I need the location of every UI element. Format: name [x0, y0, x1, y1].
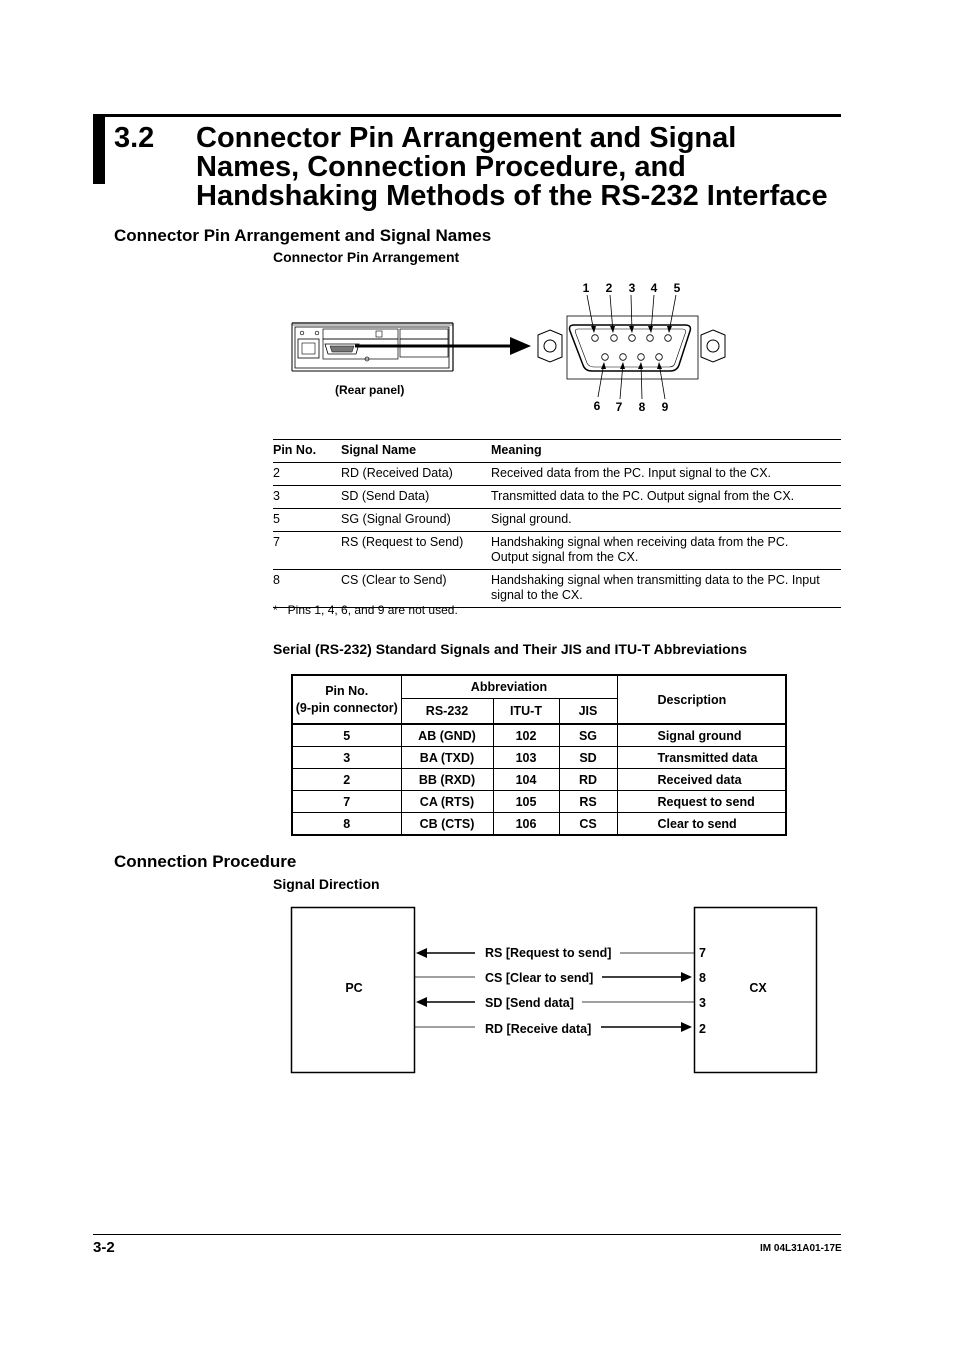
pin-label-5: 5: [673, 281, 681, 295]
signal-rd-pin: 2: [699, 1022, 706, 1036]
table-cell: RS (Request to Send): [341, 532, 491, 570]
table-cell: RS: [559, 791, 617, 813]
header-itut: ITU-T: [493, 699, 559, 725]
table-cell: CA (RTS): [401, 791, 493, 813]
table-cell: Received data from the PC. Input signal to the CX.: [491, 463, 841, 486]
table-cell: Request to send: [617, 791, 786, 813]
table-cell: Handshaking signal when receiving data from the PC. Output signal from the CX.: [491, 532, 841, 570]
table-cell: SG (Signal Ground): [341, 509, 491, 532]
document-id: IM 04L31A01-17E: [760, 1243, 842, 1254]
table-row: [273, 509, 841, 532]
table-cell: BA (TXD): [401, 747, 493, 769]
signal-rs-pin: 7: [699, 946, 706, 960]
table-cell: CB (CTS): [401, 813, 493, 836]
table-cell: 3: [273, 486, 341, 509]
table-row: [292, 791, 786, 813]
table-cell: BB (RXD): [401, 769, 493, 791]
signal-cs-pin: 8: [699, 971, 706, 985]
section-number: 3.2: [114, 122, 155, 154]
dsub-9-connector: [538, 295, 725, 399]
header-pin-no: [292, 675, 401, 724]
table-cell: 7: [273, 532, 341, 570]
header-rs232: RS-232: [401, 699, 493, 725]
abbr-section-title: Serial (RS-232) Standard Signals and Their JIS and ITU-T Abbreviations: [273, 641, 748, 657]
subsection-title-connection: Connection Procedure: [114, 852, 297, 871]
signal-cs-label: CS [Clear to send]: [485, 971, 594, 985]
table-cell: 106: [493, 813, 559, 836]
figure-title-connector: Connector Pin Arrangement: [273, 249, 460, 265]
table-row: [273, 463, 841, 486]
table-cell: 103: [493, 747, 559, 769]
table-cell: Transmitted data: [617, 747, 786, 769]
table-cell: RD (Received Data): [341, 463, 491, 486]
pin-label-8: 8: [638, 400, 646, 414]
signal-sd-pin: 3: [699, 996, 706, 1010]
header-pin-no: Pin No.: [273, 440, 341, 463]
table-row: [292, 813, 786, 836]
signal-sd-label: SD [Send data]: [485, 996, 574, 1010]
table-row: [273, 532, 841, 570]
table-cell: 8: [292, 813, 401, 836]
table-cell: Signal ground.: [491, 509, 841, 532]
header-description: Description: [617, 675, 786, 724]
table-cell: Handshaking signal when transmitting data to the PC. Input signal to the CX.: [491, 570, 841, 608]
table-header-row: [292, 675, 786, 699]
table-cell: RD: [559, 769, 617, 791]
signal-rs-label: RS [Request to send]: [485, 946, 612, 960]
signal-rd-label: RD [Receive data]: [485, 1022, 592, 1036]
pin-table-footnote: * Pins 1, 4, 6, and 9 are not used.: [273, 603, 458, 617]
table-cell: 104: [493, 769, 559, 791]
table-cell: Clear to send: [617, 813, 786, 836]
table-cell: SG: [559, 724, 617, 747]
abbreviation-table: [291, 674, 787, 836]
header-signal-name: Signal Name: [341, 440, 491, 463]
table-cell: Signal ground: [617, 724, 786, 747]
table-cell: 2: [292, 769, 401, 791]
header-meaning: Meaning: [491, 440, 841, 463]
table-row: [273, 570, 841, 608]
signal-sd: [416, 996, 706, 1010]
table-cell: 102: [493, 724, 559, 747]
header-pin-line2: (9-pin connector): [295, 700, 398, 715]
table-cell: 3: [292, 747, 401, 769]
table-row: [292, 769, 786, 791]
connector-arrow: [510, 337, 531, 355]
table-cell: 7: [292, 791, 401, 813]
table-header-row: [273, 440, 841, 463]
signal-rd: [415, 1022, 706, 1036]
subsection-title-pins: Connector Pin Arrangement and Signal Names: [114, 226, 492, 245]
signal-direction-diagram: [285, 900, 825, 1080]
table-row: [292, 724, 786, 747]
header-pin-line1: Pin No.: [325, 683, 369, 698]
table-cell: 5: [273, 509, 341, 532]
table-cell: 105: [493, 791, 559, 813]
pin-label-3: 3: [628, 281, 636, 295]
header-abbreviation: Abbreviation: [401, 675, 617, 699]
signal-rs: [416, 946, 706, 960]
table-cell: Transmitted data to the PC. Output signal from the CX.: [491, 486, 841, 509]
footer-rule: [93, 1234, 841, 1235]
connector-diagram: [280, 275, 750, 420]
table-row: [292, 747, 786, 769]
pin-label-7: 7: [615, 400, 623, 414]
table-cell: CS: [559, 813, 617, 836]
pin-label-2: 2: [605, 281, 613, 295]
page-number: 3-2: [93, 1239, 115, 1256]
pin-signal-table: [273, 439, 841, 608]
table-cell: 8: [273, 570, 341, 608]
pin-label-1: 1: [582, 281, 590, 295]
table-cell: SD: [559, 747, 617, 769]
pc-label: PC: [345, 981, 363, 995]
rear-panel-label: (Rear panel): [335, 383, 405, 397]
cx-label: CX: [749, 981, 767, 995]
top-rule: [93, 114, 841, 117]
header-jis: JIS: [559, 699, 617, 725]
pin-label-6: 6: [593, 399, 601, 413]
pin-label-4: 4: [650, 281, 658, 295]
section-title: Connector Pin Arrangement and Signal Names, Connection Procedure, and Handshaking Methods of the RS-232 Interface: [196, 122, 828, 212]
pin-label-9: 9: [661, 400, 669, 414]
table-cell: 2: [273, 463, 341, 486]
table-row: [273, 486, 841, 509]
table-cell: 5: [292, 724, 401, 747]
signal-cs: [415, 971, 706, 985]
table-cell: AB (GND): [401, 724, 493, 747]
section-marker-bar: [93, 117, 105, 184]
table-cell: Received data: [617, 769, 786, 791]
table-cell: CS (Clear to Send): [341, 570, 491, 608]
table-cell: SD (Send Data): [341, 486, 491, 509]
figure-title-signal-direction: Signal Direction: [273, 876, 380, 892]
